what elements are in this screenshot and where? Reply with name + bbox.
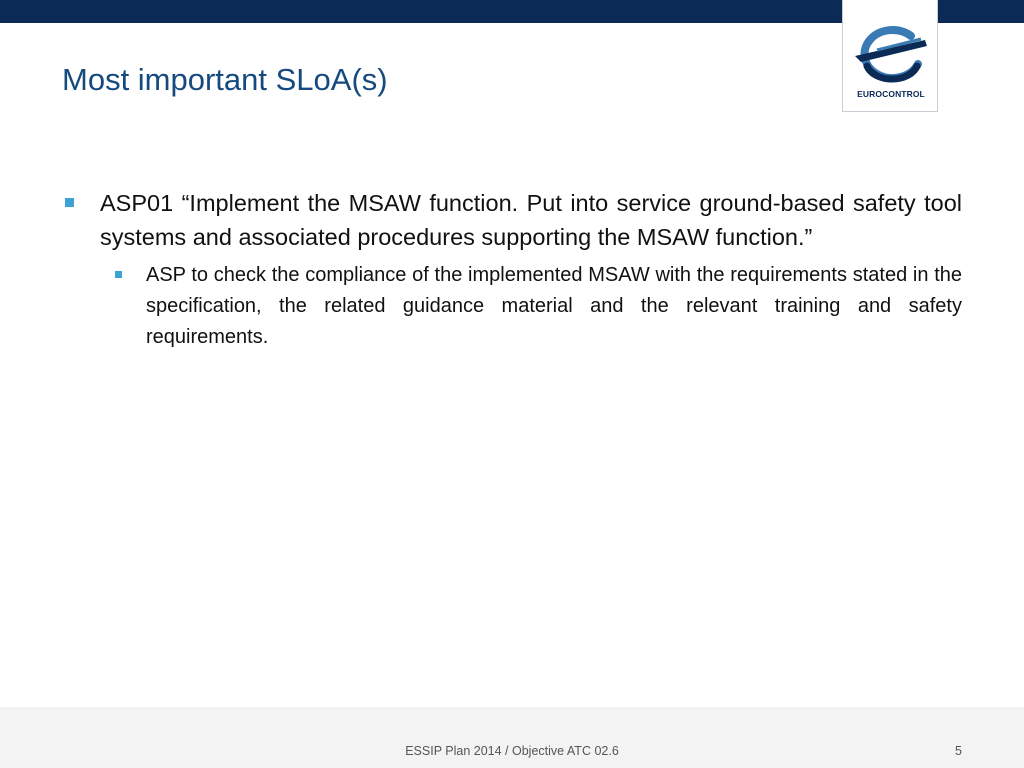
footer-text: ESSIP Plan 2014 / Objective ATC 02.6 [405, 744, 619, 758]
square-bullet-icon [115, 271, 122, 278]
page-number: 5 [955, 744, 962, 758]
slide-body [62, 186, 962, 353]
bullet-text: ASP01 “Implement the MSAW function. Put into service ground-based safety tool systems and associated procedures supporting the MSAW function.” [100, 190, 962, 250]
square-bullet-icon [65, 198, 74, 207]
footer [0, 707, 1024, 768]
eurocontrol-logo [842, 0, 938, 112]
eurocontrol-emblem-icon [847, 20, 933, 88]
sub-bullet-item [100, 260, 962, 353]
slide-title: Most important SLoA(s) [62, 62, 388, 97]
logo-wordmark: EUROCONTROL [857, 89, 925, 99]
sub-bullet-text: ASP to check the compliance of the implemented MSAW with the requirements stated in the specification, the related guidance material and the relevant training and safety requirements. [146, 264, 962, 348]
bullet-item [62, 186, 962, 254]
